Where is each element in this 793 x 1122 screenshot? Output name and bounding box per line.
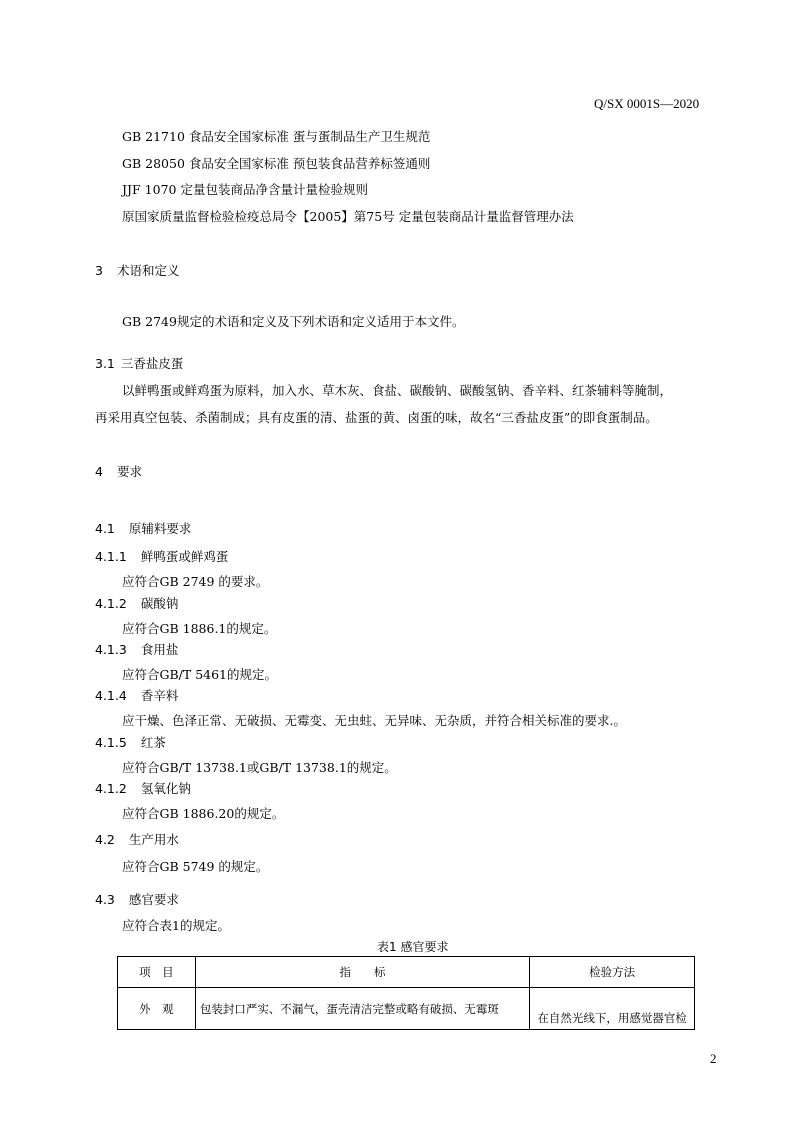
subsection-number: 3.1 <box>95 356 115 371</box>
clause-number: 4.1.5 <box>95 735 127 750</box>
clause-text: 应符合GB/T 5461的规定。 <box>122 667 278 682</box>
table-cell: 包装封口严实、不漏气，蛋壳清洁完整或略有破损、无霉斑 <box>195 988 529 1030</box>
subsection-text: 应符合GB 5749 的规定。 <box>122 859 269 874</box>
clause-title: 红茶 <box>140 735 166 750</box>
clause-heading <box>95 547 228 565</box>
table-header-cell: 检验方法 <box>530 957 695 988</box>
clause-number: 4.1.3 <box>95 642 127 657</box>
subsection-heading-3-1 <box>95 354 183 372</box>
clause-number: 4.1.4 <box>95 688 127 703</box>
clause-title: 食用盐 <box>140 642 179 657</box>
subsection-number: 4.2 <box>95 832 115 847</box>
reference-line: GB 28050 食品安全国家标准 预包装食品营养标签通则 <box>122 156 431 171</box>
table-caption: 表1 感官要求 <box>377 940 449 954</box>
section-heading-3 <box>95 261 179 279</box>
subsection-title: 感官要求 <box>128 892 179 907</box>
subsection-number: 4.3 <box>95 892 115 907</box>
clause-title: 氢氧化钠 <box>140 781 191 796</box>
subsection-title: 三香盐皮蛋 <box>120 356 184 371</box>
clause-text: 应符合GB 2749 的要求。 <box>122 574 269 589</box>
clause-text: 应干燥、色泽正常、无破损、无霉变、无虫蛀、无异味、无杂质，并符合相关标准的要求.。 <box>122 713 626 728</box>
definition-line-2: 再采用真空包装、杀菌制成；具有皮蛋的清、盐蛋的黄、卤蛋的味，故名“三香盐皮蛋”的即食蛋制品。 <box>95 410 658 425</box>
clause-number: 4.1.2 <box>95 596 127 611</box>
subsection-number: 4.1 <box>95 521 115 536</box>
clause-text: 应符合GB/T 13738.1或GB/T 13738.1的规定。 <box>122 760 397 775</box>
subsection-heading-4-3 <box>95 890 179 908</box>
clause-heading <box>95 733 166 751</box>
table-header-cell: 项 目 <box>118 957 196 988</box>
subsection-heading-4-2 <box>95 830 179 848</box>
clause-heading <box>95 686 178 704</box>
clause-title: 香辛料 <box>140 688 179 703</box>
table-cell: 外 观 <box>118 988 196 1030</box>
section-number: 3 <box>95 263 103 278</box>
table-header-cell: 指 标 <box>195 957 529 988</box>
reference-line: JJF 1070 定量包装商品净含量计量检验规则 <box>122 182 368 197</box>
table-row <box>118 988 695 1030</box>
clause-title: 碳酸钠 <box>140 596 179 611</box>
section-intro: GB 2749规定的术语和定义及下列术语和定义适用于本文件。 <box>122 314 465 329</box>
table-cell: 在自然光线下，用感觉器官检 <box>530 988 695 1030</box>
clause-text: 应符合GB 1886.20的规定。 <box>122 806 285 821</box>
document-code: Q/SX 0001S—2020 <box>594 96 700 111</box>
subsection-title: 生产用水 <box>128 832 179 847</box>
clause-number: 4.1.1 <box>95 549 127 564</box>
clause-heading <box>95 640 178 658</box>
definition-line-1: 以鲜鸭蛋或鲜鸡蛋为原料，加入水、草木灰、食盐、碳酸钠、碳酸氢钠、香辛料、红茶辅料等腌制， <box>122 383 673 398</box>
reference-line: GB 21710 食品安全国家标准 蛋与蛋制品生产卫生规范 <box>122 129 431 144</box>
page-number: 2 <box>710 1051 717 1066</box>
subsection-heading-4-1 <box>95 519 191 537</box>
section-number: 4 <box>95 464 103 479</box>
sensory-requirements-table <box>117 956 695 1030</box>
table-header-row <box>118 957 695 988</box>
subsection-title: 原辅料要求 <box>128 521 192 536</box>
clause-title: 鲜鸭蛋或鲜鸡蛋 <box>140 549 229 564</box>
clause-text: 应符合GB 1886.1的规定。 <box>122 621 277 636</box>
clause-heading <box>95 779 191 797</box>
subsection-text: 应符合表1的规定。 <box>122 918 230 933</box>
reference-line: 原国家质量监督检验检疫总局令【2005】第75号 定量包装商品计量监督管理办法 <box>122 209 574 224</box>
section-title: 术语和定义 <box>116 263 180 278</box>
clause-number: 4.1.2 <box>95 781 127 796</box>
clause-heading <box>95 594 178 612</box>
section-title: 要求 <box>116 464 142 479</box>
section-heading-4 <box>95 462 142 480</box>
